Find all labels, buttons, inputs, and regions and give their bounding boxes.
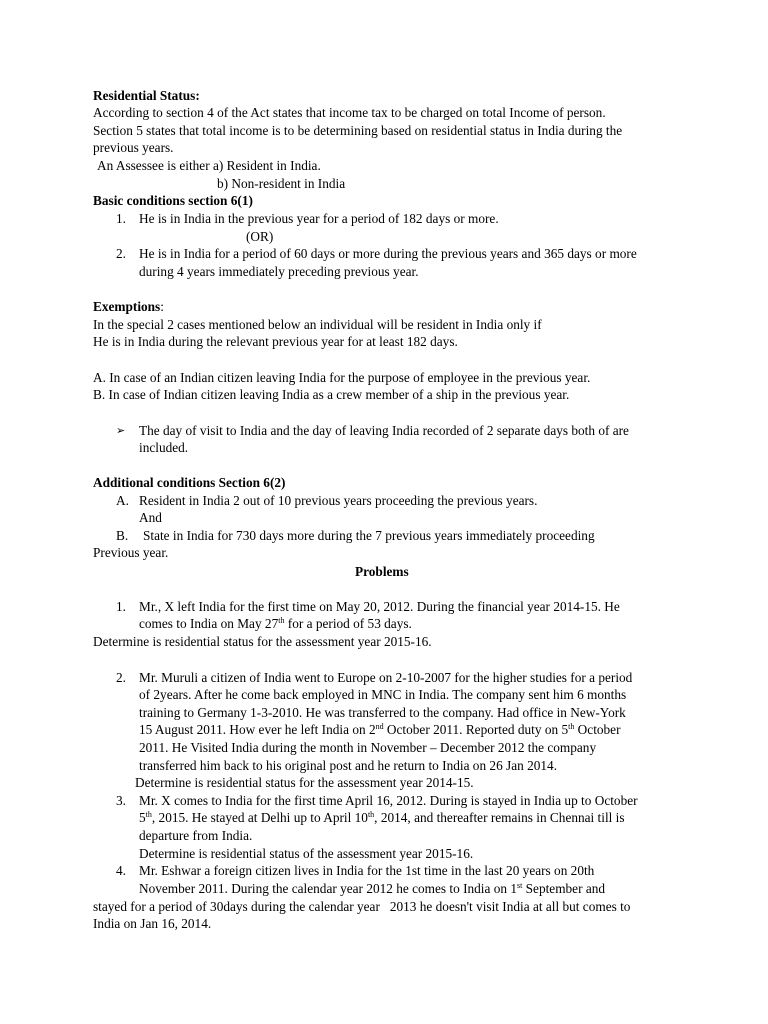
list-letter: B. (116, 528, 129, 543)
paragraph-line: previous years. (93, 140, 174, 155)
section-heading-residential-status: Residential Status: (93, 88, 200, 103)
problem-number: 3. (116, 793, 126, 808)
text-run: for a period of 53 days. (284, 616, 412, 631)
exemptions-colon: : (160, 299, 164, 314)
problem-text (139, 880, 605, 897)
list-item: Resident in India 2 out of 10 previous years proceeding the previous years. (139, 493, 538, 508)
problem-number: 1. (116, 599, 126, 614)
problem-determine: Determine is residential status for the assessment year 2014-15. (135, 775, 474, 790)
text-run: October (574, 722, 621, 737)
problem-number: 2. (116, 670, 126, 685)
superscript: nd (375, 722, 384, 731)
list-number: 2. (116, 246, 126, 261)
text-run: September and (522, 881, 606, 896)
section-heading-exemptions (93, 298, 164, 315)
paragraph-line: He is in India during the relevant previous year for at least 182 days. (93, 334, 458, 349)
or-separator: (OR) (246, 229, 274, 244)
and-separator: And (139, 510, 162, 525)
problem-text: Mr., X left India for the first time on May 20, 2012. During the financial year 2014-15. He (139, 599, 620, 614)
problem-text: Mr. X comes to India for the first time April 16, 2012. During is stayed in India up to October (139, 793, 638, 808)
paragraph-line: In the special 2 cases mentioned below an individual will be resident in India only if (93, 317, 542, 332)
case-a: A. In case of an Indian citizen leaving India for the purpose of employee in the previous year. (93, 370, 591, 385)
paragraph-line: b) Non-resident in India (217, 176, 346, 191)
problem-text (139, 809, 625, 826)
problem-determine: Determine is residential status of the assessment year 2015-16. (139, 846, 474, 861)
list-letter: A. (116, 493, 129, 508)
problem-determine: Determine is residential status for the assessment year 2015-16. (93, 634, 432, 649)
problem-text: transferred him back to his original post and he return to India on 26 Jan 2014. (139, 758, 558, 773)
text-run: November 2011. During the calendar year 2012 he comes to India on 1 (139, 881, 517, 896)
superscript: st (516, 881, 523, 890)
section-heading-additional-conditions: Additional conditions Section 6(2) (93, 475, 286, 490)
problem-text: of 2years. After he come back employed in MNC in India. The company sent him 6 months (139, 687, 627, 702)
superscript: th (145, 810, 152, 819)
problem-text (139, 721, 621, 738)
problem-text: 2011. He Visited India during the month in November – December 2012 the company (139, 740, 597, 755)
problem-text: India on Jan 16, 2014. (93, 916, 212, 931)
list-item-continuation: Previous year. (93, 545, 169, 560)
list-item: State in India for 730 days more during the 7 previous years immediately proceeding (143, 528, 595, 543)
problem-text: Mr. Muruli a citizen of India went to Europe on 2-10-2007 for the higher studies for a period (139, 670, 633, 685)
superscript: th (278, 616, 285, 625)
case-b: B. In case of Indian citizen leaving India as a crew member of a ship in the previous year. (93, 387, 570, 402)
problem-text (139, 615, 412, 632)
superscript: th (568, 722, 575, 731)
list-item: He is in India in the previous year for a period of 182 days or more. (139, 211, 499, 226)
bullet-note-continuation: included. (139, 440, 189, 455)
paragraph-line: Section 5 states that total income is to be determining based on residential status in India during the (93, 123, 623, 138)
list-number: 1. (116, 211, 126, 226)
text-run: , 2014, and thereafter remains in Chennai till is (374, 810, 625, 825)
superscript: th (367, 810, 375, 819)
text-run: 5 (139, 810, 146, 825)
arrow-bullet-icon: ➢ (116, 424, 126, 437)
text-run: October 2011. Reported duty on 5 (383, 722, 569, 737)
text-run: comes to India on May 27 (139, 616, 279, 631)
section-heading-problems: Problems (355, 564, 409, 579)
list-item-continuation: during 4 years immediately preceding previous year. (139, 264, 419, 279)
problem-text: training to Germany 1-3-2010. He was transferred to the company. Had office in New-York (139, 705, 626, 720)
problem-text: stayed for a period of 30days during the calendar year 2013 he doesn't visit India at all but comes to (93, 899, 631, 914)
text-run: 15 August 2011. How ever he left India on 2 (139, 722, 376, 737)
problem-text: departure from India. (139, 828, 253, 843)
text-run: , 2015. He stayed at Delhi up to April 10 (151, 810, 368, 825)
problem-number: 4. (116, 863, 126, 878)
bullet-note: The day of visit to India and the day of leaving India recorded of 2 separate days both of are (139, 423, 629, 438)
exemptions-heading-text: Exemptions (93, 299, 161, 314)
paragraph-line: According to section 4 of the Act states that income tax to be charged on total Income of person. (93, 105, 606, 120)
problem-text: Mr. Eshwar a foreign citizen lives in India for the 1st time in the last 20 years on 20th (139, 863, 595, 878)
section-heading-basic-conditions: Basic conditions section 6(1) (93, 193, 253, 208)
list-item: He is in India for a period of 60 days or more during the previous years and 365 days or more (139, 246, 637, 261)
paragraph-line: An Assessee is either a) Resident in India. (97, 158, 321, 173)
